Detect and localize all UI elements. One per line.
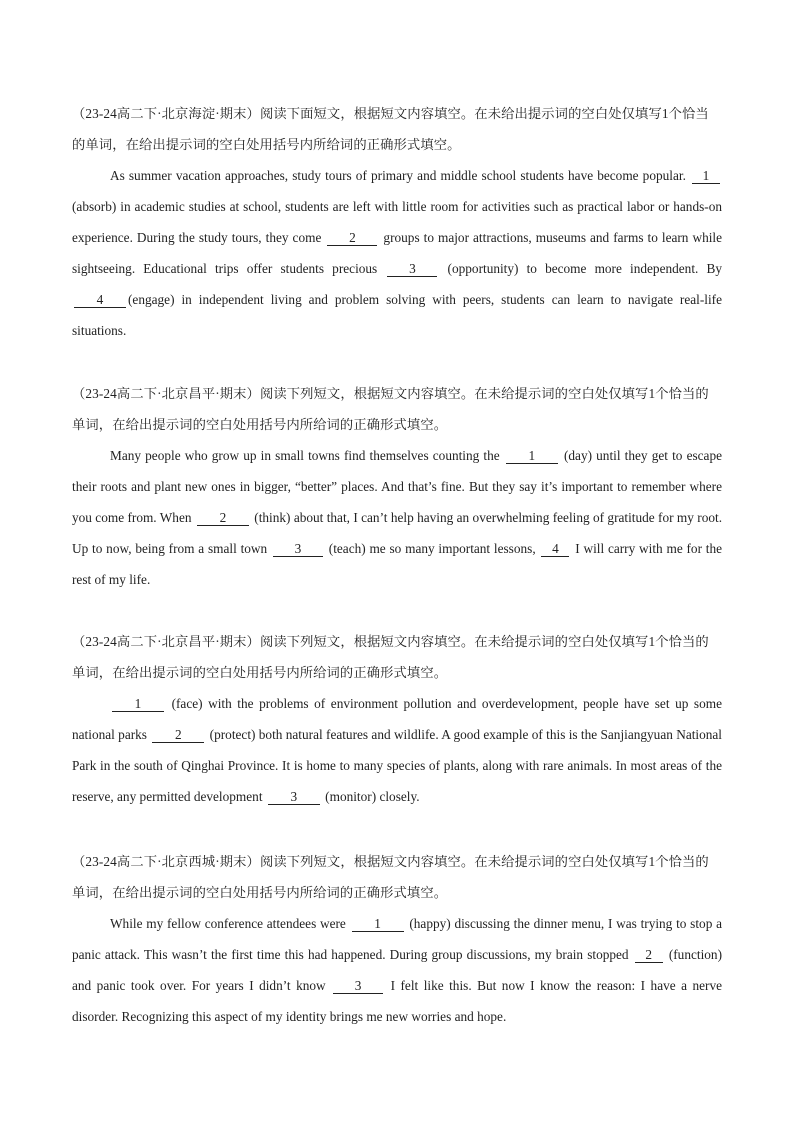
- text-segment: (opportunity) to become more independent. By: [447, 261, 722, 276]
- blank-2[interactable]: 2: [197, 510, 249, 526]
- blank-2[interactable]: 2: [327, 230, 377, 246]
- blank-2[interactable]: 2: [635, 947, 663, 963]
- blank-1[interactable]: 1: [352, 916, 404, 932]
- passage-4: [72, 846, 722, 1032]
- text-segment: (absorb) in academic studies at school, students are left with little room for activities such as practical labor or hands-on experience. During the study tours, they come: [72, 199, 722, 245]
- blank-1[interactable]: 1: [112, 696, 164, 712]
- blank-3[interactable]: 3: [333, 978, 383, 994]
- passage-3-instructions: （23-24高二下·北京昌平·期末）阅读下列短文，根据短文内容填空。在未给提示词的空白处仅填写1个恰当的单词，在给出提示词的空白处用括号内所给词的正确形式填空。: [72, 634, 709, 680]
- text-segment: (face) with the problems of environment pollution and overdevelopment, people have set up some national parks: [72, 696, 722, 742]
- text-segment: I will carry with me for the rest of my life.: [72, 541, 723, 587]
- text-segment: Many people who grow up in small towns find themselves counting the: [110, 448, 500, 463]
- blank-1[interactable]: 1: [506, 448, 558, 464]
- passage-2-instructions: （23-24高二下·北京昌平·期末）阅读下列短文，根据短文内容填空。在未给提示词的空白处仅填写1个恰当的单词，在给出提示词的空白处用括号内所给词的正确形式填空。: [72, 386, 709, 432]
- passage-3-text: [72, 688, 722, 812]
- passage-1-text: [72, 160, 722, 346]
- passage-3: [72, 626, 722, 812]
- blank-3[interactable]: 3: [273, 541, 323, 557]
- text-segment: As summer vacation approaches, study tours of primary and middle school students have become popular.: [110, 168, 686, 183]
- text-segment: I felt like this. But now I know the reason: I have a nerve disorder. Recognizing this aspect of my identity brings me new worries and hope.: [72, 978, 723, 1024]
- blank-4[interactable]: 4: [74, 292, 126, 308]
- text-segment: groups to major attractions, museums and farms to learn while sightseeing. Educational trips offer students precious: [72, 230, 723, 276]
- text-segment: (engage) in independent living and problem solving with peers, students can learn to navigate real-life situations.: [72, 292, 722, 338]
- passage-1-instructions: （23-24高二下·北京海淀·期末）阅读下面短文，根据短文内容填空。在未给出提示词的空白处仅填写1个恰当的单词，在给出提示词的空白处用括号内所给词的正确形式填空。: [72, 106, 709, 152]
- passage-4-text: [72, 908, 722, 1032]
- blank-4[interactable]: 4: [541, 541, 569, 557]
- text-segment: (happy) discussing the dinner menu, I was trying to stop a panic attack. This wasn’t the first time this had happened. During group discussions, my brain stopped: [72, 916, 723, 962]
- text-segment: (protect) both natural features and wildlife. A good example of this is the Sanjiangyuan National Park in the south of Qinghai Province. It is home to many species of plants, along with rare animals. In most areas of the reserve, any permitted development: [72, 727, 723, 804]
- passage-2-text: [72, 440, 722, 595]
- passage-2: [72, 378, 722, 595]
- text-segment: (teach) me so many important lessons,: [328, 541, 536, 556]
- text-segment: (monitor) closely.: [325, 789, 420, 804]
- passage-1: [72, 98, 722, 346]
- passage-4-instructions: （23-24高二下·北京西城·期末）阅读下列短文，根据短文内容填空。在未给提示词的空白处仅填写1个恰当的单词，在给出提示词的空白处用括号内所给词的正确形式填空。: [72, 854, 709, 900]
- text-segment: While my fellow conference attendees were: [110, 916, 346, 931]
- blank-3[interactable]: 3: [387, 261, 437, 277]
- blank-1[interactable]: 1: [692, 168, 720, 184]
- text-segment: (function) and panic took over. For years I didn’t know: [72, 947, 722, 993]
- blank-2[interactable]: 2: [152, 727, 204, 743]
- text-segment: (think) about that, I can’t help having an overwhelming feeling of gratitude for my root. Up to now, being from a small town: [72, 510, 723, 556]
- text-segment: (day) until they get to escape their roots and plant new ones in bigger, “better” places. And that’s fine. But they say it’s important to remember where you come from. When: [72, 448, 722, 525]
- blank-3[interactable]: 3: [268, 789, 320, 805]
